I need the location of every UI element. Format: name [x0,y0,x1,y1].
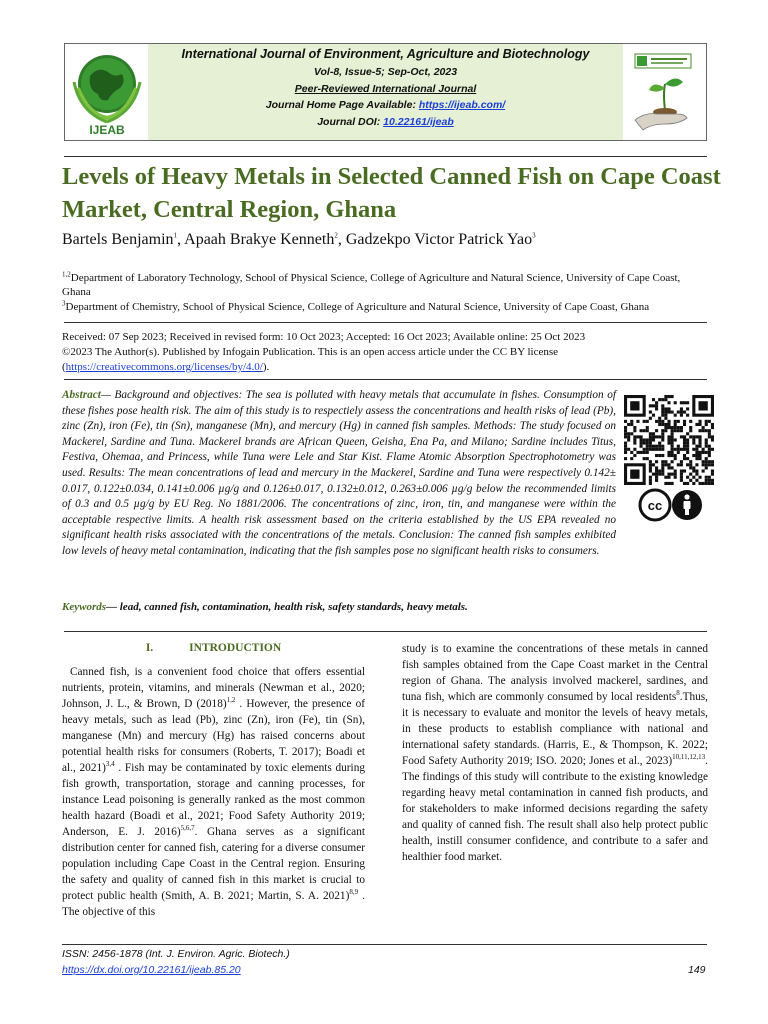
journal-peer-reviewed: Peer-Reviewed International Journal [294,83,477,95]
svg-text:IJEAB: IJEAB [89,123,125,136]
cite-sup: 8,9 [349,888,359,897]
journal-header [64,43,707,141]
journal-home-page [148,99,623,111]
author-1-sup: 1 [173,231,178,240]
affiliation-rule [64,322,707,323]
journal-logo-icon [68,48,146,136]
cite-sup: 10,11,12,13 [672,753,706,762]
hand-seedling-icon [627,48,703,136]
qr-code-icon[interactable] [624,395,714,485]
affiliation-2-text: Department of Chemistry, School of Physical Science, College of Agriculture and Natural Science, University of Cape Coast, Ghana [65,301,650,313]
cite-sup: 5,6,7 [180,824,195,833]
affiliation-1-sup: 1,2 [62,270,71,279]
abstract-dash: — [100,389,115,401]
journal-name: International Journal of Environment, Agriculture and Biotechnology [181,47,590,61]
intro-p2b: .Thus, it is necessary to evaluate and monitor the levels of heavy metals, in these products to establish compliance with national and international safety standards. (Harris, E., & Thompson, K. 2022; Food Safety Authority 2019; ISO. 2020; Jones et al., 2023) [402,691,708,767]
journal-doi [148,116,623,128]
journal-volume: Vol-8, Issue-5; Sep-Oct, 2023 [313,66,458,78]
home-link[interactable]: https://ijeab.com/ [418,99,506,111]
page-number: 149 [688,964,706,976]
home-label: Journal Home Page Available: [265,99,419,111]
page-title: Levels of Heavy Metals in Selected Canned Fish on Cape Coast Market, Central Region, Ghana [62,163,721,223]
header-rule [64,156,707,157]
intro-p1e: . The objective of this [62,890,365,918]
affiliation-1-text: Department of Laboratory Technology, School of Physical Science, College of Agriculture and Natural Science, University of Cape Coast, Ghana [62,272,681,298]
section-heading-introduction [62,640,365,656]
keywords-text: — lead, canned fish, contamination, health risk, safety standards, heavy metals. [106,601,468,613]
dates-received: Received: 07 Sep 2023; Received in revised form: 10 Oct 2023; Accepted: 16 Oct 2023; Available online: 25 Oct 2023 [62,331,586,343]
author-list [62,231,536,249]
author-3-sup: 3 [532,231,536,240]
affiliation-2-sup: 3 [62,299,66,308]
footer-doi-link[interactable]: https://dx.doi.org/10.22161/ijeab.85.20 [62,964,241,976]
cite-sup: 1,2 [226,696,236,705]
affiliation-1 [62,271,702,299]
abstract-text: Background and objectives: The sea is polluted with heavy metals that accumulate in fishes. Consumption of these fishes pose health risk. The aim of this study is to respectiely assess the concentrations and health risks of lead (Pb), zinc (Zn), iron (Fe), tin (Sn), manganese (Mn), and mercury (Hg) in canned fish samples. Methods: The study focused on Mackerel, Sardine and Tuna. Mackerel brands are African Queen, Geisha, Ena Pa, and Milano; Sardine includes Titus, Festiva, Ohemaa, and Princess, while Tuna were Lele and Star Kist. Flame Atomic Absorption Spectrophotometry was used. Results: The mean concentrations of lead and mercury in the Mackerel, Sardine and Tuna were respectively 0.142± 0.017, 0.122±0.034, 0.141±0.006 µg/g and 0.126±0.017, 0.132±0.012, 0.263±0.006 µg/g below the recommended limits of 0.3 and 0.5 µg/g by EU Reg. No 1881/2006. The concentrations of zinc, iron, tin, and manganese were within the acceptable respective limits. A health risk assessment based on the criteria established by the US EPA revealed no significant health risks associated with the concentrations of the metals. Conclusion: The canned fish samples exhibited low levels of heavy metal contamination, indicating that the fish samples pose no significant health risks to consumers. [62,389,616,557]
keywords-rule [64,631,707,632]
section-title: INTRODUCTION [189,642,282,654]
intro-paragraph-2 [402,641,708,865]
cc-by-license-icon[interactable] [638,488,704,522]
article-dates [62,330,702,375]
intro-p1a: Canned fish, is a convenient food choice that offers essential nutrients, protein, vitamins, and minerals (Newman et al., 2020; Johnson, J. L., & Brown, D (2018) [62,666,365,710]
footer-rule [62,944,707,945]
license-link[interactable]: https://creativecommons.org/licenses/by/4.0/ [65,361,263,373]
footer-issn: ISSN: 2456-1878 (Int. J. Environ. Agric. Biotech.) [62,948,290,960]
intro-p2c: . The findings of this study will contribute to the existing knowledge regarding heavy metal contamination in canned fish products, and for stakeholders to make informed decisions regarding the safety and quality of canned fish. The result shall also help protect public health, instill consumer confidence, and contribute to a safer and healthier food market. [402,755,708,863]
author-3: , Gadzekpo Victor Patrick Yao [337,231,533,248]
doi-label: Journal DOI: [317,116,384,128]
license-open: ( [62,361,66,373]
copyright-line: ©2023 The Author(s). Published by Infogain Publication. This is an open access article under the CC BY license [62,346,559,358]
keywords-label: Keywords [62,601,106,613]
intro-paragraph-1 [62,664,365,920]
author-1: Bartels Benjamin [62,231,174,248]
keywords [62,601,468,613]
abstract-top-rule [64,379,707,380]
doi-link[interactable]: 10.22161/ijeab [383,116,454,128]
abstract-label: Abstract [62,389,101,401]
intro-p2a: study is to examine the concentrations of these metals in canned fish samples obtained from the Cape Coast market in the Central region of Ghana. The analysis involved mackerel, sardines, and tuna fish, which are commonly consumed by local residents [402,643,708,703]
section-number: I. [145,642,154,654]
cite-sup: 3,4 [105,760,115,769]
abstract [62,388,616,560]
intro-p1c: . Fish may be contaminated by toxic elements during fish growth, transportation, storage and canning processes, for instance Lead poisoning is generally ranked as the most common health hazard (Boadi et al., 2021; Food Safety Authority 2019; Anderson, E. J. 2016) [62,762,365,838]
intro-left-column [62,640,365,920]
author-2: , Apaah Brakye Kenneth [177,231,335,248]
intro-p1b: . However, the presence of heavy metals, such as lead (Pb), zinc (Zn), iron (Fe), tin (Sn), manganese (Mn) and mercury (Hg) has raised concerns about potential health risks for consumers (Roberts, T. 2017); Boadi et al., 2021) [62,698,365,774]
affiliation-2 [62,300,702,314]
license-close: ). [262,361,270,373]
license-line [62,360,702,375]
svg-text:cc: cc [647,498,663,513]
cite-sup: 8 [676,689,680,698]
intro-p1d: . Ghana serves as a significant distribution center for canned fish, catering for a diverse consumer population including Cape Coast in the Central region. Ensuring the safety and quality of canned fish in this market is crucial to protect public health (Smith, A. B. 2021; Martin, S. A. 2021) [62,826,365,902]
intro-right-column [402,641,708,865]
author-2-sup: 2 [334,231,338,240]
